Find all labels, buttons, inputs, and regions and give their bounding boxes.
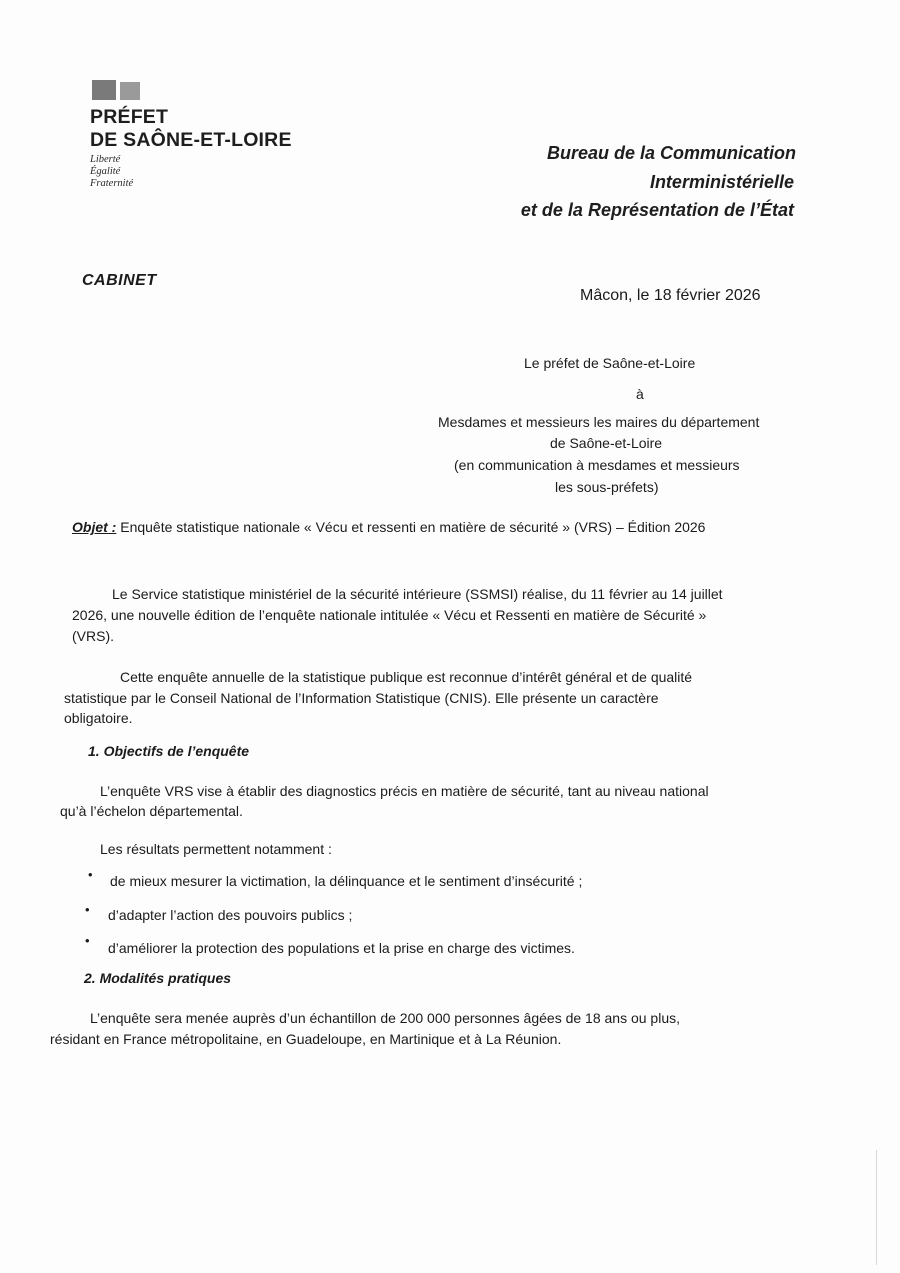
bullet-item-1: de mieux mesurer la victimation, la délinquance et le sentiment d’insécurité ; <box>110 873 583 889</box>
recipient-line2: de Saône-et-Loire <box>550 435 663 451</box>
motto-fraternite: Fraternité <box>90 178 134 189</box>
section1-heading: 1. Objectifs de l’enquête <box>88 743 250 759</box>
bullet-item-2: d’adapter l’action des pouvoirs publics ; <box>108 907 353 923</box>
letter-date: Mâcon, le 18 février 2026 <box>580 287 761 304</box>
paragraph1-line2: 2026, une nouvelle édition de l’enquête nationale intitulée « Vécu et Ressenti en matière de Sécurité » <box>72 607 707 623</box>
paragraph2-line3: obligatoire. <box>64 710 133 726</box>
scan-edge-line <box>876 1150 877 1265</box>
bullet-item-3: d’améliorer la protection des populations et la prise en charge des victimes. <box>108 940 575 956</box>
bullet-icon: • <box>85 902 90 917</box>
bullet-icon: • <box>85 933 90 948</box>
paragraph2-line1: Cette enquête annuelle de la statistique publique est reconnue d’intérêt général et de qualité <box>120 669 693 685</box>
recipient-line4: les sous-préfets) <box>555 479 659 495</box>
recipient-line3: (en communication à mesdames et messieurs <box>454 457 740 473</box>
prefecture-name-line2: DE SAÔNE-ET-LOIRE <box>90 129 292 151</box>
paragraph1-line1: Le Service statistique ministériel de la sécurité intérieure (SSMSI) réalise, du 11 février au 14 juillet <box>112 586 723 602</box>
paragraph2-line2: statistique par le Conseil National de l’Information Statistique (CNIS). Elle présente un caractère <box>64 690 659 706</box>
paragraph3-line1: L’enquête VRS vise à établir des diagnostics précis en matière de sécurité, tant au niveau national <box>100 783 709 799</box>
cabinet-label: CABINET <box>82 272 157 289</box>
marianne-logo-icon <box>92 80 148 100</box>
recipient-line1: Mesdames et messieurs les maires du département <box>438 414 760 430</box>
paragraph1-line3: (VRS). <box>72 628 114 644</box>
motto-egalite: Égalité <box>90 166 121 177</box>
section2-heading: 2. Modalités pratiques <box>84 970 232 986</box>
paragraph4: Les résultats permettent notamment : <box>100 841 332 857</box>
sender: Le préfet de Saône-et-Loire <box>524 355 696 371</box>
bureau-title-line3: et de la Représentation de l’État <box>520 200 794 220</box>
bureau-title-line2: Interministérielle <box>649 172 794 192</box>
prefecture-name-line1: PRÉFET <box>90 106 169 128</box>
recipient-preposition: à <box>636 386 644 402</box>
bullet-icon: • <box>88 867 93 882</box>
paragraph5-line2: résidant en France métropolitaine, en Guadeloupe, en Martinique et à La Réunion. <box>50 1031 562 1047</box>
bureau-title-line1: Bureau de la Communication <box>546 143 796 163</box>
subject-label: Objet : <box>72 519 117 535</box>
subject-text: Enquête statistique nationale « Vécu et ressenti en matière de sécurité » (VRS) – Édition 2026 <box>120 519 706 535</box>
paragraph3-line2: qu’à l’échelon départemental. <box>60 803 243 819</box>
motto-liberte: Liberté <box>90 154 121 165</box>
paragraph5-line1: L’enquête sera menée auprès d’un échantillon de 200 000 personnes âgées de 18 ans ou plus, <box>90 1010 681 1026</box>
subject-line <box>72 519 705 535</box>
